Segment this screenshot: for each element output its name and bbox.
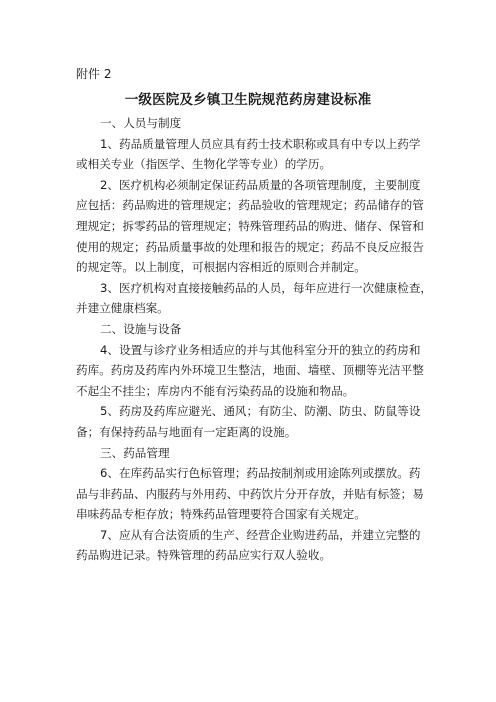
body-line: 一、人员与制度 xyxy=(100,116,182,130)
body-line: 3、医疗机构对直接接触药品的人员，每年应进行一次健康检查， xyxy=(100,280,433,295)
body-line: 药库。药房及药库内外环境卫生整洁，地面、墙壁、顶棚等光洁平整 xyxy=(76,363,424,378)
body-line: 品与非药品、内服药与外用药、中药饮片分开存放，并贴有标签；易 xyxy=(76,486,424,501)
body-line: 6、在库药品实行色标管理；药品按制剂或用途陈列或摆放。药 xyxy=(100,466,421,481)
body-line: 三、药品管理 xyxy=(100,445,170,460)
body-line: 4、设置与诊疗业务相适应的并与其他科室分开的独立的药房和 xyxy=(100,342,421,357)
body-line: 7、应从有合法资质的生产、经营企业购进药品，并建立完整的 xyxy=(100,527,421,542)
document-body xyxy=(76,113,433,566)
body-line: 并建立健康档案。 xyxy=(76,301,169,316)
body-line: 或相关专业（指医学、生物化学等专业）的学历。 xyxy=(76,157,332,172)
body-line: 应包括：药品购进的管理规定；药品验收的管理规定；药品储存的管 xyxy=(76,198,424,213)
body-line: 2、医疗机构必须制定保证药品质量的各项管理制度，主要制度 xyxy=(100,177,421,192)
body-line: 理规定；拆零药品的管理规定；特殊管理药品的购进、储存、保管和 xyxy=(76,218,424,233)
attachment-label: 附件 2 xyxy=(76,67,112,81)
body-line: 二、设施与设备 xyxy=(100,321,182,336)
body-line: 的规定等。以上制度，可根据内容相近的原则合并制定。 xyxy=(76,260,366,275)
body-line: 备；有保持药品与地面有一定距离的设施。 xyxy=(76,424,297,439)
body-line: 串味药品专柜存放；特殊药品管理要符合国家有关规定。 xyxy=(76,507,366,522)
body-line: 不起尘不挂尘；库房内不能有污染药品的设施和物品。 xyxy=(76,383,355,398)
document-title: 一级医院及乡镇卫生院规范药房建设标准 xyxy=(124,92,372,108)
body-line: 1、药品质量管理人员应具有药士技术职称或具有中专以上药学 xyxy=(100,136,421,151)
body-line: 使用的规定；药品质量事故的处理和报告的规定；药品不良反应报告 xyxy=(76,239,424,254)
body-line: 5、药房及药库应避光、通风；有防尘、防潮、防虫、防鼠等设 xyxy=(100,404,421,419)
body-line: 药品购进记录。特殊管理的药品应实行双人验收。 xyxy=(76,548,332,563)
